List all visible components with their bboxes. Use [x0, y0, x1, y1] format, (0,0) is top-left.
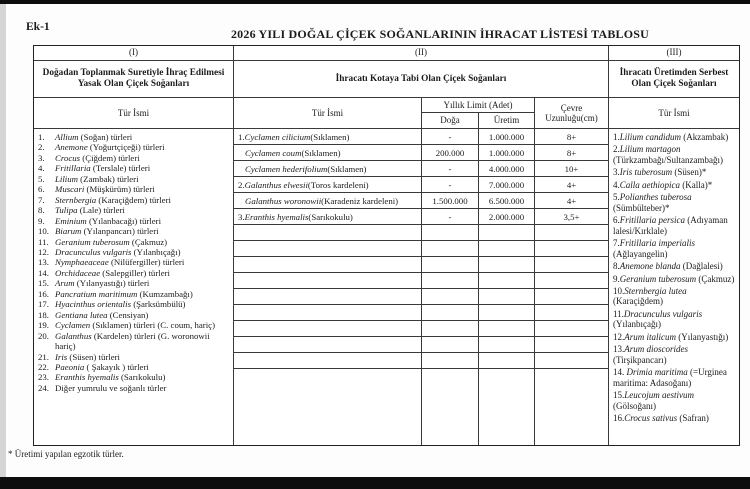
empty-row: [234, 305, 608, 321]
production-limit-cell: 4.000.000: [479, 161, 535, 176]
species-common-name: (Kardelen) türleri (G. woronowii hariç): [55, 330, 210, 352]
item-number: 7.: [613, 238, 620, 249]
item-number: 5.: [38, 173, 45, 184]
list-item: [613, 274, 736, 285]
item-number: 13.: [38, 257, 49, 268]
species-latin-name: Pancratium maritimum: [55, 288, 138, 299]
species-latin-name: Galanthus: [55, 330, 92, 341]
list-item: [613, 238, 736, 259]
species-latin-name: Eranthis hyemalis: [55, 372, 119, 383]
item-text: [55, 383, 229, 393]
species-latin-name: Leucojum aestivum: [624, 390, 694, 401]
species-latin-name: Calla aethiopica: [619, 179, 680, 190]
species-latin-name: Geranium tuberosum: [619, 273, 697, 284]
item-number: 24.: [38, 382, 49, 393]
item-text: [55, 310, 229, 320]
item-text: [55, 195, 229, 205]
species-common-name: (Sümbülteber)*: [613, 202, 670, 213]
item-number: 16.: [613, 413, 625, 424]
item-number: 4.: [38, 163, 45, 174]
list-item: [38, 247, 229, 257]
list-item: [613, 261, 736, 272]
list-item: [38, 383, 229, 393]
list-item: [38, 237, 229, 247]
nature-limit-cell: -: [422, 209, 479, 224]
list-item: [613, 144, 736, 165]
species-latin-name: Lilium martagon: [619, 144, 681, 155]
species-latin-name: Crocus sativus: [624, 413, 678, 424]
item-number: 12.: [38, 246, 49, 257]
item-text: [55, 237, 229, 247]
item-number: 14.: [38, 267, 49, 278]
item-text: [55, 299, 229, 309]
species-latin-name: Muscari: [55, 184, 85, 195]
item-text: [55, 372, 229, 382]
item-number: 8.: [613, 261, 620, 272]
item-text: [55, 320, 229, 330]
species-common-name: (Yılanbacağı) türleri: [86, 215, 162, 226]
species-latin-name: Fritillaria persica: [619, 215, 685, 226]
species-latin-name: Cyclamen coum: [245, 147, 302, 158]
list-item: [613, 215, 736, 236]
species-common-name: (Safran): [677, 413, 709, 424]
empty-row: [234, 257, 608, 273]
page-title: 2026 YILI DOĞAL ÇİÇEK SOĞANLARININ İHRACAT LİSTESİ TABLOSU: [230, 27, 650, 41]
col1-species-header: Tür İsmi: [34, 98, 233, 129]
quota-table-row: [234, 129, 608, 145]
item-text: [55, 174, 229, 184]
item-number: 7.: [38, 194, 45, 205]
item-number: 1.: [38, 132, 45, 142]
species-latin-name: Tulipa: [55, 205, 78, 216]
empty-row: [234, 273, 608, 289]
column-free-species: [609, 46, 739, 445]
item-text: [55, 184, 229, 194]
production-limit-cell: 2.000.000: [479, 209, 535, 224]
list-item: [38, 195, 229, 205]
list-item: [613, 390, 736, 411]
species-latin-name: Eranthis hyemalis: [244, 211, 309, 222]
item-number: 4.: [613, 179, 620, 190]
item-text: [55, 205, 229, 215]
list-item: [38, 205, 229, 215]
species-common-name: (Dağlalesi): [680, 261, 723, 272]
species-latin-name: Iris tuberosum: [619, 167, 673, 178]
item-number: 17.: [38, 299, 49, 310]
item-number: 1.: [613, 132, 620, 142]
species-common-name: (Nilüfergiller) türleri: [108, 257, 185, 268]
free-species-list: [609, 129, 739, 445]
species-latin-name: Drimia maritima: [626, 367, 688, 378]
item-number: 9.: [613, 273, 620, 284]
item-text: [55, 352, 229, 362]
item-number: 14.: [613, 367, 627, 378]
list-item: [613, 167, 736, 178]
item-text: [55, 142, 229, 152]
col2-group-title: İhracatı Kotaya Tabi Olan Çiçek Soğanları: [234, 61, 608, 98]
species-common-name: ( Şakayık ) türleri: [84, 361, 149, 372]
quota-table-row: [234, 193, 608, 209]
item-text: [55, 289, 229, 299]
species-common-name: (Kumzambağı): [137, 288, 193, 299]
species-common-name: (Çakmuz): [696, 273, 735, 284]
species-common-name: (Sıklamen): [327, 163, 367, 174]
col1-group-title: Doğadan Toplanmak Suretiyle İhraç Edilmesi Yasak Olan Çiçek Soğanları: [34, 61, 233, 98]
empty-row: [234, 321, 608, 337]
species-common-name: (Sarıkokulu): [308, 211, 353, 222]
item-number: 10.: [613, 285, 625, 296]
item-number: 21.: [38, 351, 49, 362]
species-latin-name: Fritillaria: [55, 163, 91, 174]
list-item: [613, 286, 736, 307]
species-common-name: (Terslale) türleri: [90, 163, 151, 174]
item-number: 3.: [38, 152, 45, 163]
bottom-black-bar: [0, 477, 750, 489]
list-item: [38, 226, 229, 236]
empty-tall-row: [234, 369, 608, 445]
species-common-name: Diğer yumrulu ve soğanlı türler: [55, 382, 167, 393]
list-item: [38, 142, 229, 152]
item-text: [55, 226, 229, 236]
item-number: 9.: [38, 215, 45, 226]
species-latin-name: Galanthus elwesii: [244, 179, 308, 190]
item-number: 20.: [38, 330, 49, 341]
nature-limit-cell: 200.000: [422, 145, 479, 160]
nature-limit-cell: -: [422, 177, 479, 192]
circumference-cell: 8+: [566, 131, 577, 142]
species-latin-name: Lilium candidum: [619, 132, 682, 142]
circumference-cell: 8+: [566, 147, 577, 158]
species-latin-name: Fritillaria imperialis: [619, 238, 696, 249]
item-number: 2.: [38, 142, 45, 153]
nature-header: Doğa: [422, 113, 479, 129]
species-latin-name: Arum dioscorides: [624, 344, 688, 355]
species-common-name: (Süsen)*: [672, 167, 707, 178]
item-number: 2.: [613, 144, 620, 155]
circumference-cell: 3,5+: [563, 211, 580, 222]
species-common-name: (Adıyaman lalesi/Kırklale): [613, 215, 728, 236]
species-latin-name: Allium: [55, 132, 79, 142]
item-text: [55, 331, 229, 352]
row-number: 1.: [238, 131, 245, 142]
list-item: [38, 257, 229, 267]
list-item: [38, 216, 229, 226]
quota-table-row: [234, 209, 608, 225]
list-item: [38, 278, 229, 288]
empty-row: [234, 337, 608, 353]
list-item: [613, 413, 736, 424]
nature-limit-cell: -: [422, 129, 479, 144]
item-number: 15.: [38, 278, 49, 289]
quota-table-row: [234, 177, 608, 193]
item-text: [55, 278, 229, 288]
item-text: [55, 132, 229, 142]
col3-group-title: İhracatı Üretimden Serbest Olan Çiçek Soğanları: [609, 61, 739, 98]
item-text: [55, 153, 229, 163]
species-latin-name: Iris: [55, 351, 68, 362]
list-item: [613, 344, 736, 365]
list-item: [613, 309, 736, 330]
annual-limit-header: Yıllık Limit (Adet): [422, 98, 535, 113]
species-common-name: (Toros kardeleni): [307, 179, 369, 190]
species-latin-name: Gentiana lutea: [55, 309, 108, 320]
species-common-name: (Yılanbıçağı): [131, 246, 181, 257]
list-item: [38, 320, 229, 330]
quota-species-cell: [234, 177, 422, 192]
species-common-name: (Censiyan): [107, 309, 149, 320]
item-number: 22.: [38, 361, 49, 372]
empty-row: [234, 225, 608, 241]
list-item: [38, 310, 229, 320]
production-limit-cell: 6.500.000: [479, 193, 535, 208]
species-latin-name: Sternbergia: [55, 194, 97, 205]
species-latin-name: Anemone: [55, 142, 88, 153]
list-item: [38, 352, 229, 362]
col2-species-header: Tür İsmi: [234, 98, 422, 128]
list-item: [38, 163, 229, 173]
list-item: [38, 153, 229, 163]
item-number: 11.: [613, 308, 624, 319]
col2-roman-numeral: (II): [234, 46, 608, 61]
species-common-name: (Karaçiğdem): [613, 296, 663, 307]
species-latin-name: Hyacinthus orientalis: [55, 299, 131, 310]
col3-species-header: Tür İsmi: [609, 98, 739, 129]
footnote: * Üretimi yapılan egzotik türler.: [8, 449, 124, 459]
quota-species-cell: [234, 129, 422, 144]
species-common-name: (Lale) türleri: [77, 205, 125, 216]
species-common-name: (Tirşikpancarı): [613, 354, 667, 365]
species-latin-name: Galanthus woronowii: [245, 195, 322, 206]
item-number: 13.: [613, 344, 625, 355]
species-latin-name: Nymphaeaceae: [55, 257, 109, 268]
quota-species-cell: [234, 145, 422, 160]
item-number: 8.: [38, 205, 45, 216]
list-item: [38, 268, 229, 278]
species-latin-name: Polianthes tuberosa: [619, 192, 692, 203]
species-common-name: (Salepgiller) türleri: [100, 267, 170, 278]
top-black-bar: [0, 0, 750, 4]
species-common-name: (Süsen) türleri: [67, 351, 121, 362]
item-number: 11.: [38, 236, 49, 247]
species-common-name: (Sıklamen): [310, 131, 350, 142]
item-text: [55, 216, 229, 226]
species-common-name: (Şarksümbülü): [131, 299, 186, 310]
list-item: [613, 180, 736, 191]
species-latin-name: Anemone blanda: [619, 261, 681, 272]
quota-table-row: [234, 161, 608, 177]
item-number: 6.: [38, 184, 45, 195]
quota-table-row: [234, 145, 608, 161]
species-common-name: (Akzambak): [681, 132, 729, 142]
col2-subheader-row: [234, 98, 608, 129]
species-common-name: (Yılanbıçağı): [613, 319, 661, 330]
empty-row: [234, 289, 608, 305]
item-number: 23.: [38, 372, 49, 383]
species-latin-name: Eminium: [55, 215, 87, 226]
species-common-name: (Çakmuz): [129, 236, 168, 247]
empty-row: [234, 241, 608, 257]
nature-limit-cell: -: [422, 161, 479, 176]
item-number: 6.: [613, 215, 620, 226]
species-common-name: (Yılanpancarı) türleri: [81, 226, 159, 237]
production-limit-cell: 1.000.000: [479, 129, 535, 144]
list-item: [38, 372, 229, 382]
circumference-header: Çevre Uzunluğu(cm): [545, 103, 598, 123]
species-latin-name: Dracunculus vulgaris: [55, 246, 132, 257]
list-item: [613, 192, 736, 213]
item-number: 19.: [38, 320, 49, 331]
species-common-name: (=Urginea maritima: Adasoğanı): [613, 367, 727, 388]
species-latin-name: Cyclamen cilicium: [244, 131, 311, 142]
circumference-cell: 10+: [564, 163, 579, 174]
species-latin-name: Cyclamen: [55, 320, 91, 331]
species-latin-name: Crocus: [55, 152, 81, 163]
list-item: [38, 132, 229, 142]
quota-rows: [234, 129, 608, 225]
species-common-name: (Çiğdem) türleri: [80, 152, 140, 163]
item-number: 16.: [38, 288, 49, 299]
quota-species-cell: [234, 161, 422, 176]
species-common-name: (Yılanyastığı): [676, 331, 729, 342]
species-common-name: (Türkzambağı/Sultanzambağı): [613, 154, 723, 165]
species-common-name: (Yoğurtçiçeği) türleri: [87, 142, 165, 153]
list-item: [38, 362, 229, 372]
list-item: [38, 174, 229, 184]
species-latin-name: Dracunculus vulgaris: [623, 308, 703, 319]
list-item: [38, 299, 229, 309]
species-latin-name: Biarum: [55, 226, 82, 237]
species-common-name: (Soğan) türleri: [78, 132, 133, 142]
col1-roman-numeral: (I): [34, 46, 233, 61]
item-text: [55, 247, 229, 257]
species-latin-name: Arum: [55, 278, 75, 289]
species-common-name: (Ağlayangelin): [613, 248, 668, 259]
species-latin-name: Orchidaceae: [55, 267, 101, 278]
species-common-name: (Sıklamen): [301, 147, 341, 158]
species-common-name: (Sıklamen) türleri (C. coum, hariç): [90, 320, 216, 331]
list-item: [38, 331, 229, 352]
item-number: 15.: [613, 390, 625, 401]
list-item: [613, 367, 736, 388]
species-common-name: (Gölsoğanı): [613, 400, 656, 411]
list-item: [38, 289, 229, 299]
item-text: [55, 163, 229, 173]
species-latin-name: Sternbergia lutea: [624, 285, 687, 296]
quota-species-cell: [234, 193, 422, 208]
production-limit-cell: 7.000.000: [479, 177, 535, 192]
row-number: 3.: [238, 211, 245, 222]
item-number: 3.: [613, 167, 620, 178]
row-number: 2.: [238, 179, 245, 190]
species-common-name: (Sarıkokulu): [118, 372, 166, 383]
species-common-name: (Yılanyastığı) türleri: [74, 278, 150, 289]
item-number: 10.: [38, 226, 49, 237]
circumference-cell: 4+: [566, 195, 577, 206]
item-number: 5.: [613, 192, 620, 203]
item-number: 12.: [613, 331, 625, 342]
item-number: 18.: [38, 309, 49, 320]
production-limit-cell: 1.000.000: [479, 145, 535, 160]
species-latin-name: Paeonia: [55, 361, 85, 372]
species-latin-name: Lilium: [55, 173, 78, 184]
page-left-edge: [0, 4, 6, 477]
quota-species-cell: [234, 209, 422, 224]
species-common-name: (Kalla)*: [680, 179, 713, 190]
species-common-name: (Zambak) türleri: [77, 173, 139, 184]
species-latin-name: Geranium tuberosum: [55, 236, 130, 247]
circumference-cell: 4+: [566, 179, 577, 190]
export-list-table: [33, 45, 740, 446]
item-text: [55, 362, 229, 372]
species-latin-name: Cyclamen hederifolium: [245, 163, 328, 174]
species-latin-name: Arum italicum: [624, 331, 676, 342]
item-text: [55, 268, 229, 278]
nature-limit-cell: 1.500.000: [422, 193, 479, 208]
column-banned-species: [34, 46, 234, 445]
list-item: [38, 184, 229, 194]
species-common-name: (Müşkürüm) türleri: [84, 184, 155, 195]
column-quota-species: [234, 46, 609, 445]
empty-row: [234, 353, 608, 369]
col3-roman-numeral: (III): [609, 46, 739, 61]
list-item: [613, 332, 736, 343]
item-text: [55, 257, 229, 267]
species-common-name: (Karaçiğdem) türleri: [96, 194, 171, 205]
annex-label: Ek-1: [26, 21, 50, 33]
production-header: Üretim: [479, 113, 535, 129]
list-item: [613, 132, 736, 143]
banned-species-list: [34, 129, 233, 445]
species-common-name: (Karadeniz kardeleni): [321, 195, 399, 206]
